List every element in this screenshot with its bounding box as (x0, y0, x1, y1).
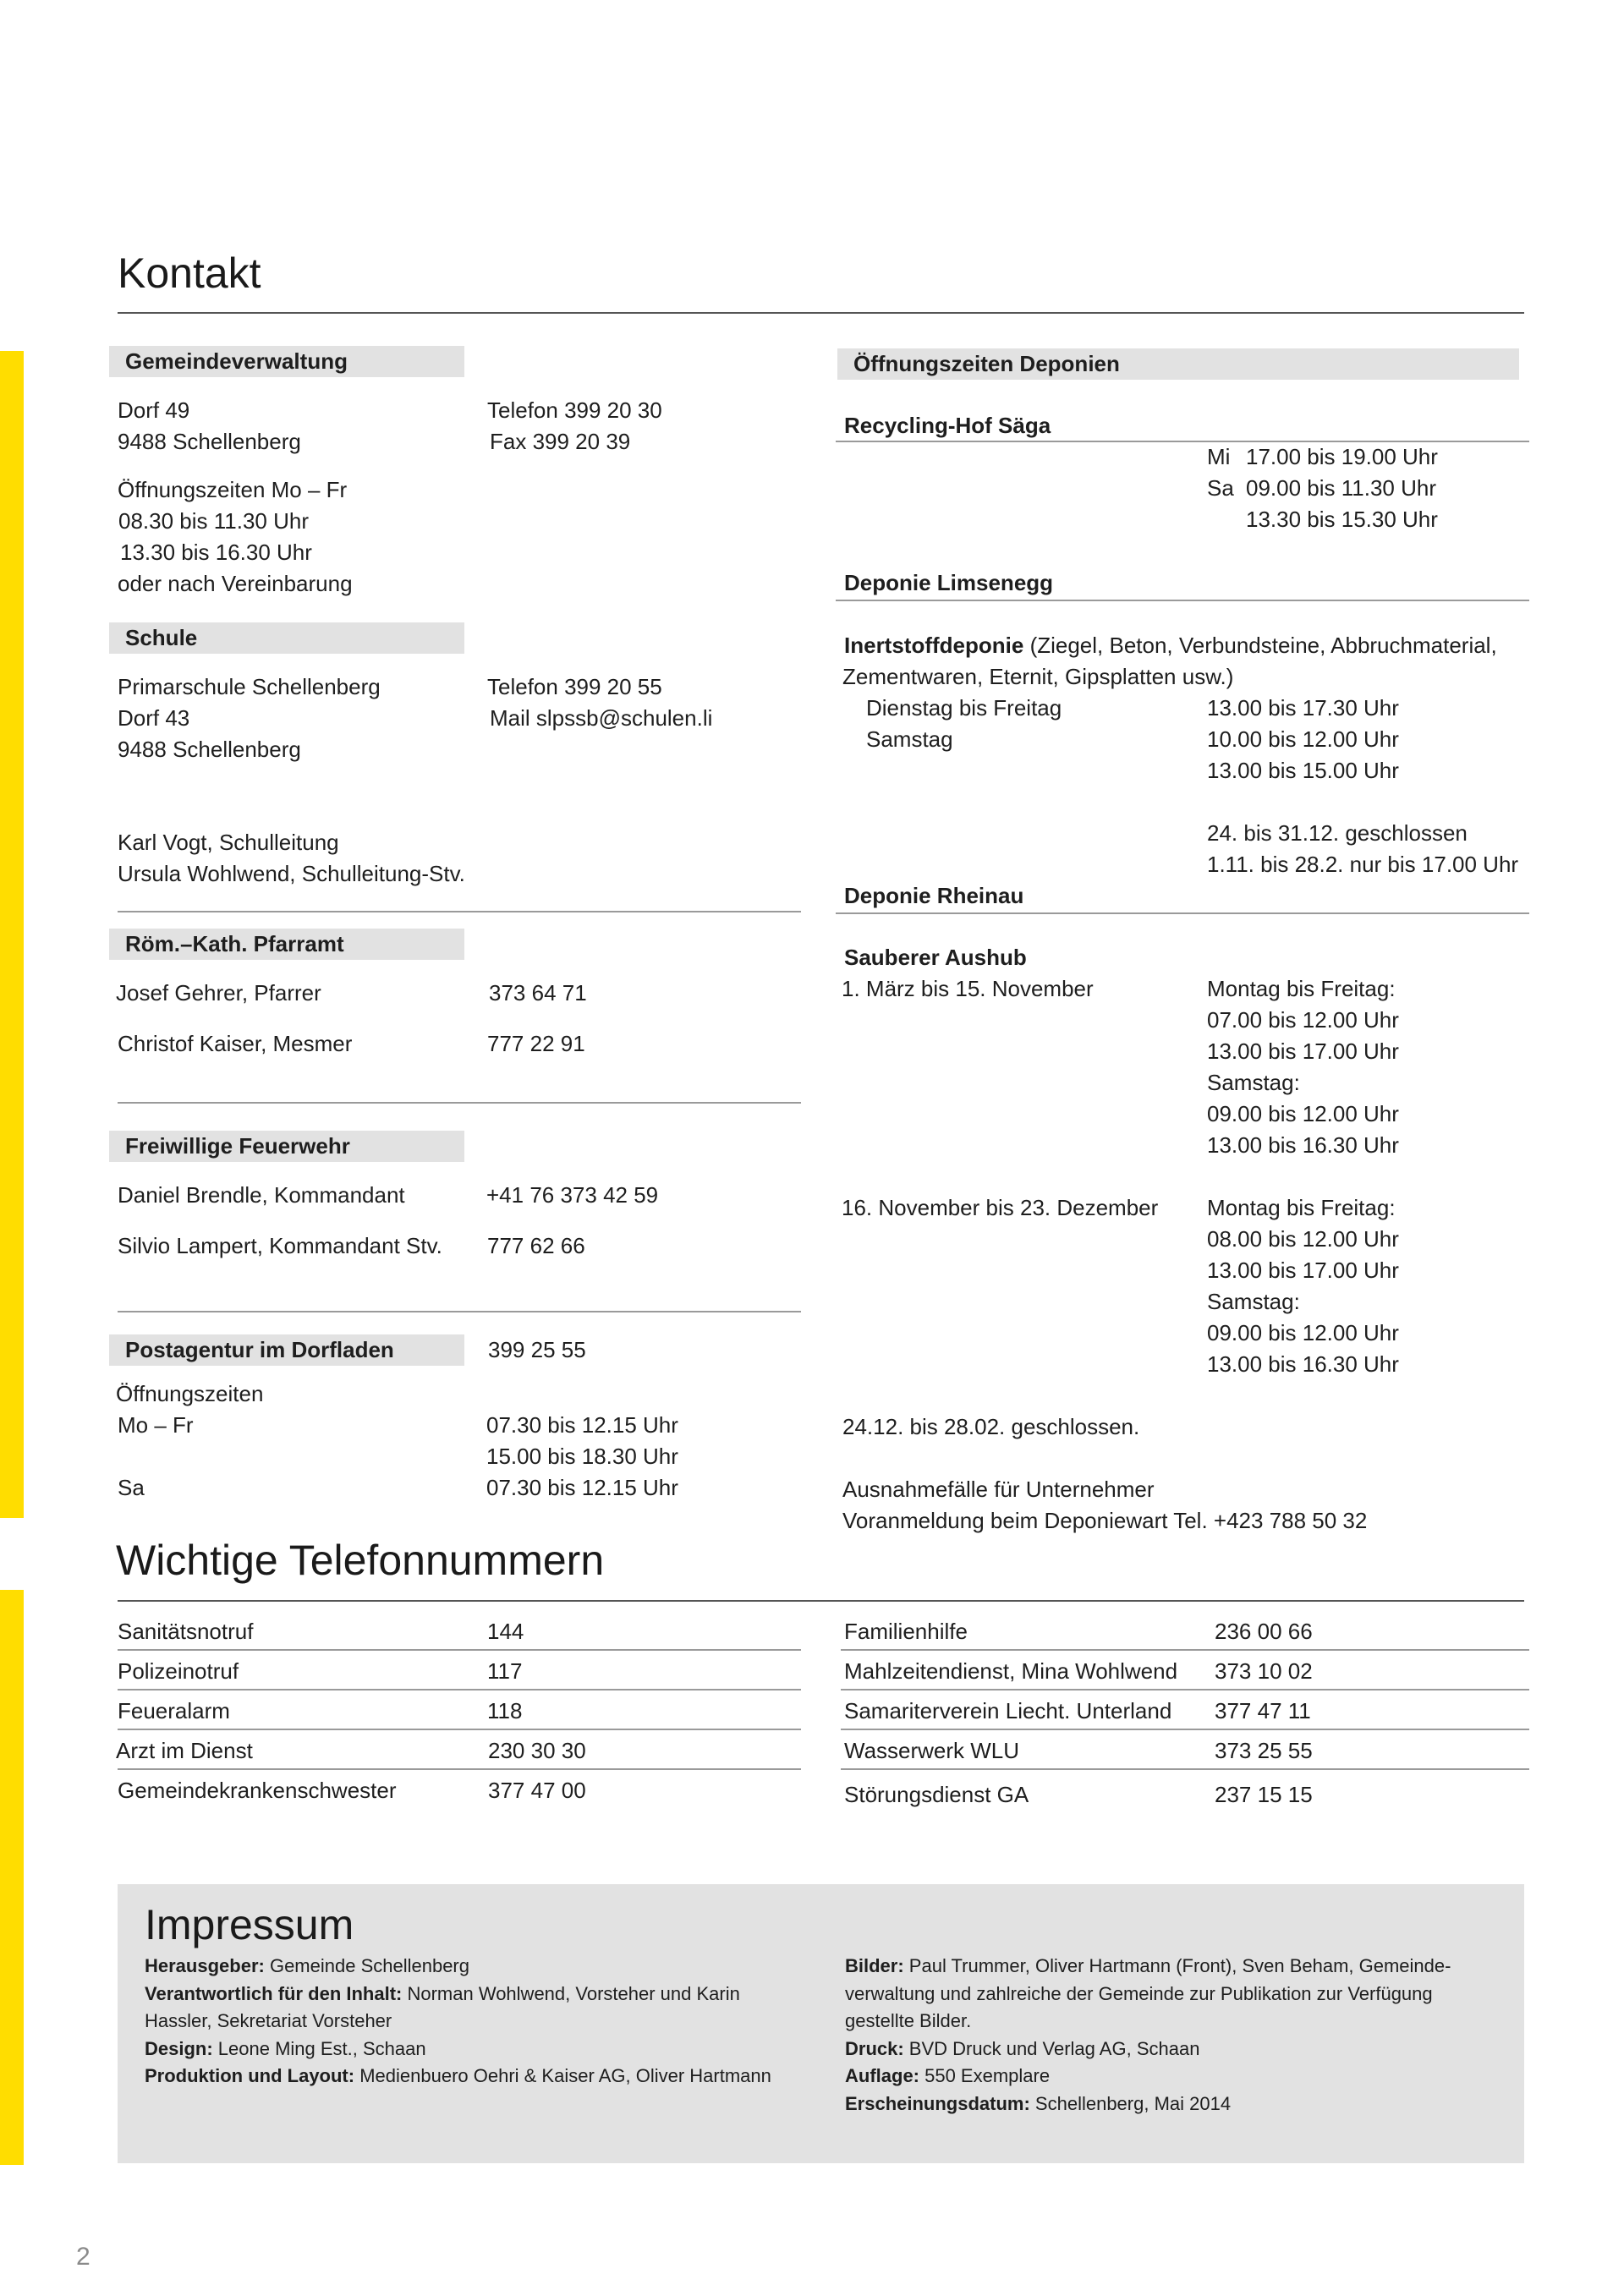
feuerwehr-name-0: Daniel Brendle, Kommandant (118, 1182, 405, 1208)
rheinau-period1: 1. März bis 15. November (842, 976, 1094, 1001)
impressum-left-2: Hassler, Sekretariat Vorsteher (145, 2010, 392, 2031)
gemeinde-heading-box (109, 346, 464, 377)
impressum-left-4: Produktion und Layout: Medienbuero Oehri & Kaiser AG, Oliver Hartmann (145, 2065, 771, 2086)
saega-time-2: 13.30 bis 15.30 Uhr (1246, 507, 1438, 532)
telefon-divider (118, 1600, 1524, 1602)
gemeinde-heading: Gemeindeverwaltung (125, 348, 348, 374)
schule-addr-0: Primarschule Schellenberg (118, 674, 381, 699)
limsenegg-divider (836, 600, 1529, 601)
accent-bar-top (0, 351, 24, 1518)
tel-right-num-1: 373 10 02 (1215, 1658, 1313, 1684)
schule-divider (118, 911, 801, 912)
saega-day-0: Mi (1207, 444, 1231, 469)
saega-title: Recycling-Hof Säga (844, 413, 1051, 438)
rheinau-closed: 24.12. bis 28.02. geschlossen. (842, 1414, 1140, 1439)
limsenegg-inert-line2: Zementwaren, Eternit, Gipsplatten usw.) (842, 664, 1234, 689)
impressum-left-1: Verantwortlich für den Inhalt: Norman Wohlwend, Vorsteher und Karin (145, 1982, 740, 2004)
schule-person-0: Karl Vogt, Schulleitung (118, 830, 339, 855)
tel-left-num-3: 230 30 30 (488, 1738, 586, 1763)
tel-right-name-2: Samariterverein Liecht. Unterland (844, 1698, 1172, 1723)
impressum-left-0: Herausgeber: Gemeinde Schellenberg (145, 1955, 469, 1976)
feuerwehr-phone-1: 777 62 66 (487, 1233, 585, 1258)
saega-time-0: 17.00 bis 19.00 Uhr (1246, 444, 1438, 469)
telefon-title: Wichtige Telefonnummern (116, 1537, 605, 1584)
tel-right-rule-0 (841, 1649, 1529, 1651)
feuerwehr-heading-box (109, 1131, 464, 1162)
rheinau-p2-0: Montag bis Freitag: (1207, 1195, 1396, 1220)
gemeinde-hours-0: Öffnungszeiten Mo – Fr (118, 477, 348, 502)
rheinau-note2: Voranmeldung beim Deponiewart Tel. +423 788 50 32 (842, 1508, 1368, 1533)
tel-left-rule-2 (118, 1729, 801, 1730)
gemeinde-hours-2: 13.30 bis 16.30 Uhr (120, 540, 312, 565)
tel-left-name-3: Arzt im Dienst (116, 1738, 253, 1763)
tel-left-rule-0 (118, 1649, 801, 1651)
impressum-right-5: Erscheinungsdatum: Schellenberg, Mai 2014 (845, 2092, 1232, 2114)
rheinau-p2-2: 13.00 bis 17.00 Uhr (1207, 1258, 1399, 1283)
limsenegg-day2-time1: 10.00 bis 12.00 Uhr (1207, 726, 1399, 752)
tel-left-rule-3 (118, 1768, 801, 1770)
post-time1: 07.30 bis 12.15 Uhr (486, 1412, 678, 1438)
post-heading-box (109, 1334, 464, 1366)
pfarramt-name-0: Josef Gehrer, Pfarrer (116, 980, 321, 1006)
limsenegg-day1-time: 13.00 bis 17.30 Uhr (1207, 695, 1399, 721)
pfarramt-heading-box (109, 929, 464, 960)
tel-right-num-2: 377 47 11 (1215, 1698, 1311, 1723)
rheinau-p1-4: 09.00 bis 12.00 Uhr (1207, 1101, 1399, 1126)
post-day1: Mo – Fr (118, 1412, 194, 1438)
rheinau-p1-1: 07.00 bis 12.00 Uhr (1207, 1007, 1399, 1033)
tel-right-num-0: 236 00 66 (1215, 1619, 1313, 1644)
schule-person-1: Ursula Wohlwend, Schulleitung-Stv. (118, 861, 465, 886)
tel-left-num-1: 117 (487, 1658, 523, 1684)
pfarramt-divider (118, 1102, 801, 1104)
rheinau-p2-5: 13.00 bis 16.30 Uhr (1207, 1351, 1399, 1377)
pfarramt-phone-1: 777 22 91 (487, 1031, 585, 1056)
post-heading: Postagentur im Dorfladen (125, 1337, 394, 1362)
feuerwehr-heading: Freiwillige Feuerwehr (125, 1133, 350, 1159)
pfarramt-heading: Röm.–Kath. Pfarramt (125, 931, 344, 956)
gemeinde-phone: Telefon 399 20 30 (487, 397, 662, 423)
impressum-left (145, 1953, 804, 2091)
rheinau-p2-3: Samstag: (1207, 1289, 1300, 1314)
rheinau-title: Deponie Rheinau (844, 883, 1024, 908)
tel-right-name-1: Mahlzeitendienst, Mina Wohlwend (844, 1658, 1178, 1684)
impressum-right (845, 1953, 1513, 2118)
schule-mail: Mail slpssb@schulen.li (490, 705, 713, 731)
deponien-heading-box (837, 348, 1519, 380)
post-label: Öffnungszeiten (116, 1381, 264, 1406)
tel-left-name-4: Gemeindekrankenschwester (118, 1778, 397, 1803)
limsenegg-day2: Samstag (866, 726, 953, 752)
impressum-left-3: Design: Leone Ming Est., Schaan (145, 2037, 426, 2059)
tel-left-num-0: 144 (487, 1619, 524, 1644)
gemeinde-hours-1: 08.30 bis 11.30 Uhr (118, 508, 309, 534)
pfarramt-phone-0: 373 64 71 (489, 980, 587, 1006)
impressum-title: Impressum (145, 1901, 354, 1948)
rheinau-period2: 16. November bis 23. Dezember (842, 1195, 1159, 1220)
feuerwehr-name-1: Silvio Lampert, Kommandant Stv. (118, 1233, 442, 1258)
saega-day-1: Sa (1207, 475, 1234, 501)
post-time3: 07.30 bis 12.15 Uhr (486, 1475, 678, 1500)
gemeinde-addr2: 9488 Schellenberg (118, 429, 301, 454)
post-phone: 399 25 55 (488, 1337, 586, 1362)
rheinau-divider (836, 912, 1529, 914)
rheinau-p1-5: 13.00 bis 16.30 Uhr (1207, 1132, 1399, 1158)
kontakt-divider (118, 312, 1524, 314)
limsenegg-inert-text1: (Ziegel, Beton, Verbundsteine, Abbruchmaterial, (1023, 633, 1497, 658)
schule-addr-2: 9488 Schellenberg (118, 737, 301, 762)
tel-left-name-0: Sanitätsnotruf (118, 1619, 254, 1644)
feuerwehr-divider (118, 1311, 801, 1312)
limsenegg-day1: Dienstag bis Freitag (866, 695, 1062, 721)
impressum-right-3: Druck: BVD Druck und Verlag AG, Schaan (845, 2037, 1200, 2059)
impressum-right-1: verwaltung und zahlreiche der Gemeinde zur Publikation zur Verfügung (845, 1982, 1433, 2004)
post-day2: Sa (118, 1475, 145, 1500)
kontakt-title: Kontakt (118, 249, 261, 297)
post-time2: 15.00 bis 18.30 Uhr (486, 1444, 678, 1469)
saega-time-1: 09.00 bis 11.30 Uhr (1246, 475, 1436, 501)
rheinau-note1: Ausnahmefälle für Unternehmer (842, 1477, 1155, 1502)
impressum-right-2: gestellte Bilder. (845, 2010, 972, 2031)
deponien-heading: Öffnungszeiten Deponien (853, 351, 1120, 376)
tel-right-rule-2 (841, 1729, 1529, 1730)
tel-right-num-3: 373 25 55 (1215, 1738, 1313, 1763)
tel-left-rule-1 (118, 1689, 801, 1690)
limsenegg-inert-bold: Inertstoffdeponie (844, 633, 1024, 658)
limsenegg-inert-line1 (844, 630, 1497, 661)
rheinau-p1-3: Samstag: (1207, 1070, 1300, 1095)
rheinau-p2-4: 09.00 bis 12.00 Uhr (1207, 1320, 1399, 1345)
limsenegg-title: Deponie Limsenegg (844, 570, 1054, 595)
limsenegg-closed2: 1.11. bis 28.2. nur bis 17.00 Uhr (1207, 852, 1519, 877)
gemeinde-fax: Fax 399 20 39 (490, 429, 631, 454)
tel-left-num-2: 118 (487, 1698, 523, 1723)
limsenegg-closed1: 24. bis 31.12. geschlossen (1207, 820, 1468, 846)
gemeinde-hours-3: oder nach Vereinbarung (118, 571, 353, 596)
impressum-box (118, 1884, 1524, 2163)
tel-left-num-4: 377 47 00 (488, 1778, 586, 1803)
tel-right-rule-1 (841, 1689, 1529, 1690)
tel-right-name-0: Familienhilfe (844, 1619, 968, 1644)
schule-addr-1: Dorf 43 (118, 705, 190, 731)
impressum-right-4: Auflage: 550 Exemplare (845, 2065, 1051, 2086)
pfarramt-name-1: Christof Kaiser, Mesmer (118, 1031, 353, 1056)
tel-right-rule-3 (841, 1768, 1529, 1770)
schule-heading: Schule (125, 625, 198, 650)
tel-left-name-2: Feueralarm (118, 1698, 230, 1723)
rheinau-p1-2: 13.00 bis 17.00 Uhr (1207, 1038, 1399, 1064)
page-number: 2 (76, 2243, 91, 2271)
tel-right-name-4: Störungsdienst GA (844, 1782, 1029, 1807)
schule-heading-box (109, 622, 464, 654)
tel-right-num-4: 237 15 15 (1215, 1782, 1313, 1807)
limsenegg-day2-time2: 13.00 bis 15.00 Uhr (1207, 758, 1399, 783)
rheinau-sub: Sauberer Aushub (844, 945, 1027, 970)
feuerwehr-phone-0: +41 76 373 42 59 (486, 1182, 659, 1208)
tel-left-name-1: Polizeinotruf (118, 1658, 239, 1684)
gemeinde-addr1: Dorf 49 (118, 397, 190, 423)
tel-right-name-3: Wasserwerk WLU (844, 1738, 1020, 1763)
schule-phone: Telefon 399 20 55 (487, 674, 662, 699)
rheinau-p2-1: 08.00 bis 12.00 Uhr (1207, 1226, 1399, 1252)
rheinau-p1-0: Montag bis Freitag: (1207, 976, 1396, 1001)
impressum-right-0: Bilder: Paul Trummer, Oliver Hartmann (Front), Sven Beham, Gemeinde- (845, 1955, 1451, 1976)
accent-bar-bottom (0, 1590, 24, 2165)
